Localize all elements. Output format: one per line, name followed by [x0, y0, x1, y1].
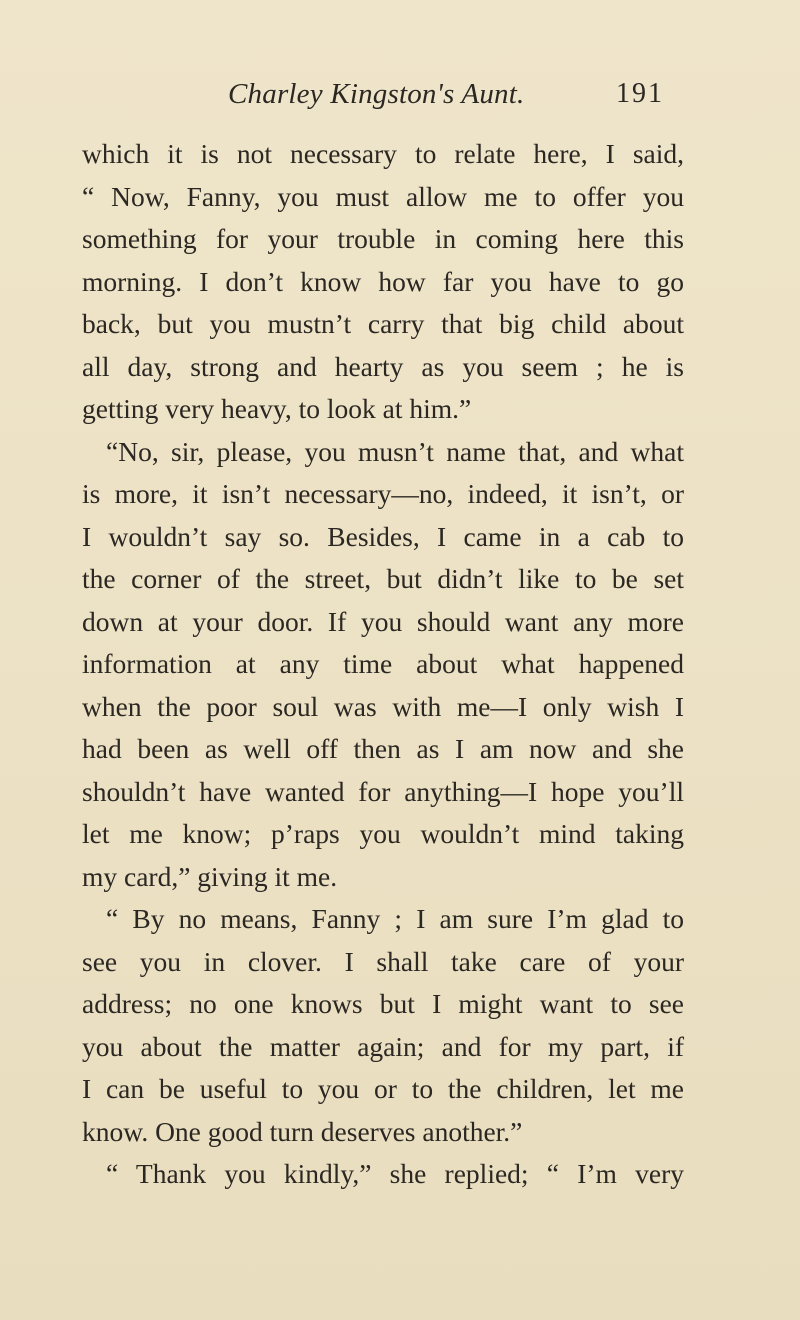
- text-line: address; no one knows but I might want to see: [82, 988, 684, 1019]
- text-line: when the poor soul was with me—I only wish I: [82, 690, 684, 722]
- text-line: “ Thank you kindly,” she replied; “ I’m very: [106, 1158, 684, 1189]
- text-line: the corner of the street, but didn’t like to be set: [82, 563, 684, 594]
- running-title: Charley Kingston's Aunt.: [228, 78, 525, 110]
- text-line: I wouldn’t say so. Besides, I came in a cab to: [82, 520, 684, 552]
- text-line: “ By no means, Fanny ; I am sure I’m glad to: [106, 903, 684, 934]
- text-line: my card,” giving it me.: [82, 860, 338, 892]
- text-line: information at any time about what happened: [82, 648, 684, 679]
- text-line: something for your trouble in coming here this: [82, 223, 684, 254]
- page-number: 191: [616, 78, 664, 109]
- text-line: down at your door. If you should want any more: [82, 605, 684, 637]
- text-line: I can be useful to you or to the children, let me: [82, 1073, 684, 1104]
- body-text: [82, 133, 684, 1196]
- text-line: is more, it isn’t necessary—no, indeed, it isn’t, or: [82, 478, 684, 509]
- text-line: had been as well off then as I am now and she: [82, 733, 684, 764]
- text-line: shouldn’t have wanted for anything—I hope you’ll: [82, 775, 684, 807]
- text-line: back, but you mustn’t carry that big child about: [82, 308, 684, 339]
- text-line: which it is not necessary to relate here, I said,: [82, 138, 684, 169]
- text-line: know. One good turn deserves another.”: [82, 1115, 523, 1147]
- text-line: “ Now, Fanny, you must allow me to offer you: [82, 180, 684, 212]
- text-line: all day, strong and hearty as you seem ; he is: [82, 350, 684, 382]
- text-line: let me know; p’raps you wouldn’t mind taking: [82, 818, 684, 849]
- text-line: “No, sir, please, you musn’t name that, and what: [106, 435, 684, 467]
- running-head: [0, 78, 800, 118]
- text-line: morning. I don’t know how far you have to go: [82, 265, 684, 297]
- text-line: see you in clover. I shall take care of your: [82, 945, 684, 977]
- text-line: getting very heavy, to look at him.”: [82, 393, 472, 424]
- text-line: you about the matter again; and for my part, if: [82, 1030, 684, 1062]
